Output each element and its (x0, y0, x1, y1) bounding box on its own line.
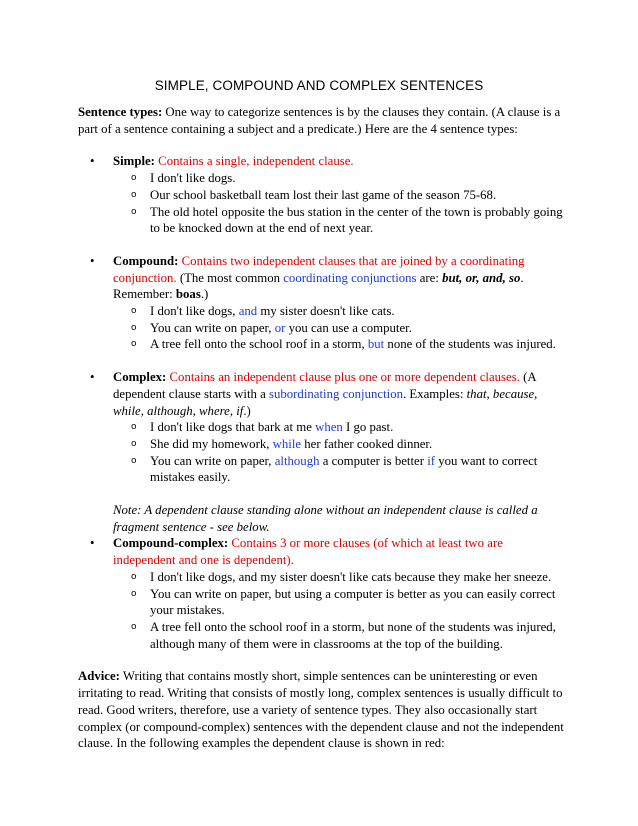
sub-bullet-icon: o (131, 189, 137, 200)
conjunction-word: or (274, 320, 286, 335)
complex-note-text: (A dependent clause starts with a (113, 370, 536, 401)
advice-paragraph (78, 668, 565, 752)
compound-complex-item (78, 535, 565, 652)
example-text: a computer is better (319, 453, 428, 468)
complex-note-text: . Examples: (403, 386, 467, 401)
compound-label: Compound: (113, 253, 179, 268)
subordinating-conjunction-term: subordinating conjunction (269, 386, 403, 401)
compound-item (78, 253, 565, 353)
example-text: her father cooked dinner. (301, 436, 433, 451)
example-text: You can write on paper, (150, 453, 275, 468)
sub-bullet-icon: o (131, 455, 137, 466)
conjunction-word: if (427, 453, 436, 468)
compound-complex-examples (113, 569, 565, 653)
bullet-icon: • (90, 154, 95, 169)
sub-bullet-icon: o (131, 306, 137, 317)
document-body (78, 104, 565, 752)
simple-item (78, 153, 565, 237)
compound-note-text: (The most common (176, 270, 284, 285)
example-text: You can write on paper, (150, 320, 275, 335)
simple-definition: Contains a single, independent clause. (154, 154, 354, 169)
sub-bullet-icon: o (131, 588, 137, 599)
sub-bullet-icon: o (131, 322, 137, 333)
compound-examples (113, 303, 565, 353)
sub-bullet-icon: o (131, 621, 137, 632)
bullet-icon: • (90, 370, 95, 385)
page-title: SIMPLE, COMPOUND AND COMPLEX SENTENCES (154, 78, 484, 93)
compound-note-text: . (520, 270, 524, 285)
example-text: you want to correct mistakes easily. (150, 453, 538, 485)
conjunction-word: and (238, 304, 258, 319)
bullet-icon: • (90, 253, 95, 268)
example-text: A tree fell onto the school roof in a storm, (150, 337, 368, 352)
compound-complex-definition: Contains 3 or more clauses (of which at least two are independent and one is dependent). (113, 536, 503, 568)
example-text: I don't like dogs, (150, 304, 239, 319)
list-item (113, 336, 565, 353)
example-text: I go past. (342, 420, 394, 435)
example-text: you can use a computer. (285, 320, 412, 335)
list-item (113, 419, 565, 436)
sub-bullet-icon: o (131, 571, 137, 582)
complex-definition: Contains an independent clause plus one or more dependent clauses. (166, 370, 520, 385)
remember-text: .) (200, 287, 209, 302)
conjunction-list: but, or, and, so (442, 270, 521, 285)
sub-bullet-icon: o (131, 339, 137, 350)
example-text: The old hotel opposite the bus station in the center of the town is probably going to be knocked down at the end of next year. (150, 204, 563, 236)
subordinating-examples: that, because, while, although, where, if (113, 386, 538, 418)
advice-label: Advice: (78, 669, 120, 684)
remember-text: Remember: (113, 287, 176, 302)
advice-text: Writing that contains mostly short, simple sentences can be uninteresting or even irritating to read. Writing that consists of mostly long, complex sentences is usually difficult to read. Good writers, therefore, use a variety of sentence types. They also occasionally start complex (or compound-complex) sentences with the dependent clause and not the independent clause. In the following examples the dependent clause is shown in red: (78, 669, 564, 751)
compound-complex-label: Compound-complex: (113, 536, 229, 551)
conjunction-word: while (272, 436, 302, 451)
coordinating-conjunctions-term: coordinating conjunctions (283, 270, 417, 285)
intro-text: One way to categorize sentences is by the clauses they contain. (A clause is a part of a sentence containing a subject and a predicate.) Here are the 4 sentence types: (78, 105, 561, 136)
complex-label: Complex: (113, 370, 167, 385)
boas-mnemonic: boas (175, 287, 201, 302)
list-item (113, 187, 565, 204)
example-text: A tree fell onto the school roof in a storm, but none of the students was injured, although many of them were in classrooms at the top of the building. (150, 619, 556, 651)
example-text: I don't like dogs that bark at me (150, 420, 316, 435)
example-text: I don't like dogs. (150, 171, 236, 186)
list-item (113, 453, 565, 486)
sub-bullet-icon: o (131, 173, 137, 184)
example-text: Our school basketball team lost their last game of the season 75-68. (150, 187, 497, 202)
list-item (113, 170, 565, 187)
sentence-types-list-continued (78, 535, 565, 652)
list-item (113, 569, 565, 586)
example-text: none of the students was injured. (384, 337, 556, 352)
simple-label: Simple: (113, 154, 155, 169)
example-text: I don't like dogs, and my sister doesn't like cats because they make her sneeze. (150, 569, 552, 584)
conjunction-word: when (315, 420, 343, 435)
list-item (113, 436, 565, 453)
list-item (113, 204, 565, 237)
list-item (113, 619, 565, 652)
sentence-types-list (78, 153, 565, 486)
example-text: She did my homework, (150, 436, 273, 451)
compound-definition: Contains two independent clauses that are joined by a coordinating conjunction. (113, 253, 525, 285)
sub-bullet-icon: o (131, 206, 137, 217)
complex-examples (113, 419, 565, 486)
example-text: my sister doesn't like cats. (257, 304, 395, 319)
list-item (113, 303, 565, 320)
fragment-note: Note: A dependent clause standing alone without an independent clause is called a fragment sentence - see below. (113, 503, 538, 534)
sub-bullet-icon: o (131, 438, 137, 449)
sub-bullet-icon: o (131, 422, 137, 433)
intro-paragraph (78, 104, 565, 137)
compound-note-text: are: (416, 270, 443, 285)
list-item (113, 320, 565, 337)
list-item (113, 586, 565, 619)
complex-item (78, 369, 565, 486)
conjunction-word: although (274, 453, 320, 468)
intro-label: Sentence types: (78, 105, 163, 119)
example-text: You can write on paper, but using a computer is better as you can easily correct your mistakes. (150, 586, 556, 618)
bullet-icon: • (90, 536, 95, 551)
conjunction-word: but (367, 337, 385, 352)
simple-examples (113, 170, 565, 237)
complex-note-text: .) (243, 403, 251, 418)
